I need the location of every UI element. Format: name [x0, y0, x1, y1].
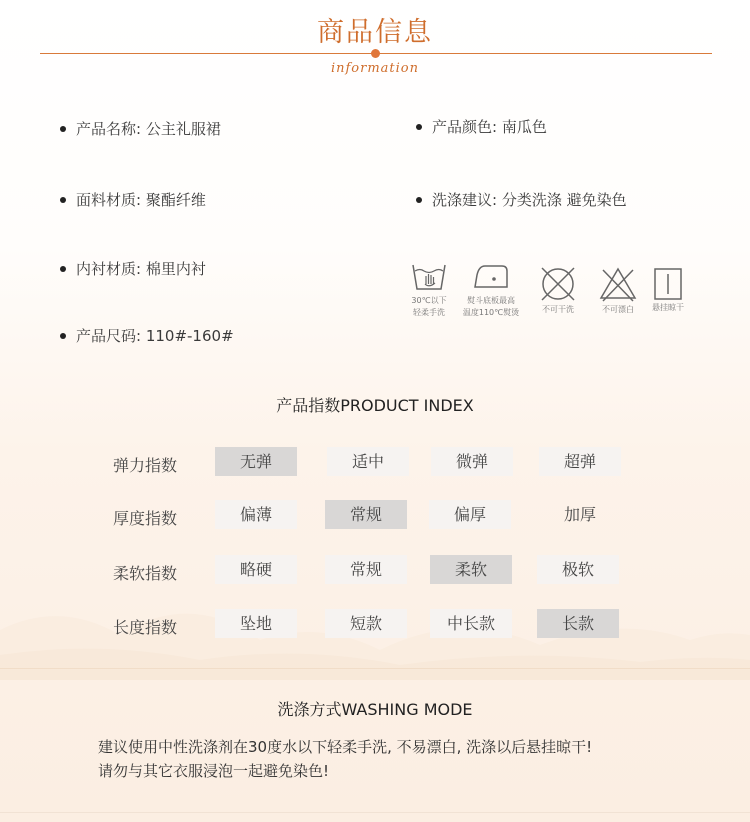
- info-wash-advice: [416, 189, 627, 210]
- index-option: 无弹: [215, 447, 297, 476]
- index-option: 常规: [325, 500, 407, 529]
- index-row-label: 弹力指数: [113, 456, 178, 475]
- care-label-1a: 30℃以下: [411, 296, 447, 305]
- washing-text-line-1: 建议使用中性洗涤剂在30度水以下轻柔手洗, 不易漂白, 洗涤以后悬挂晾干!: [98, 738, 593, 756]
- bullet: [416, 197, 422, 203]
- bullet: [60, 197, 66, 203]
- care-label-2a: 熨斗底板最高: [467, 296, 515, 305]
- index-title: 产品指数PRODUCT INDEX: [276, 396, 474, 415]
- index-option: 偏薄: [215, 500, 297, 529]
- index-option: 坠地: [215, 609, 297, 638]
- index-row-label: 长度指数: [113, 618, 178, 637]
- page-title: 商品信息: [317, 17, 433, 48]
- page-subtitle: information: [330, 61, 420, 76]
- washing-text-line-2: 请勿与其它衣服浸泡一起避免染色!: [98, 762, 330, 780]
- bullet: [416, 124, 422, 130]
- care-label-3: 不可干洗: [542, 305, 574, 314]
- index-option: 微弹: [431, 447, 513, 476]
- index-option: 极软: [537, 555, 619, 584]
- care-label-5: 悬挂晾干: [652, 303, 684, 312]
- index-option: 柔软: [430, 555, 512, 584]
- info-lining-text: 内衬材质: 棉里内衬: [76, 260, 206, 278]
- bottom-divider: [0, 812, 750, 813]
- care-iron: [455, 261, 527, 319]
- info-lining: [60, 258, 206, 279]
- index-option: 超弹: [539, 447, 621, 476]
- section-divider: [0, 668, 750, 669]
- index-row-label: 柔软指数: [113, 564, 178, 583]
- title-divider-dot: [371, 49, 380, 58]
- index-option: 适中: [327, 447, 409, 476]
- bullet: [60, 266, 66, 272]
- index-option: 长款: [537, 609, 619, 638]
- washing-title: 洗涤方式WASHING MODE: [277, 700, 473, 719]
- info-product-color: [416, 116, 547, 137]
- index-option: 加厚: [563, 505, 596, 524]
- bullet: [60, 126, 66, 132]
- info-product-name-text: 产品名称: 公主礼服裙: [76, 120, 221, 138]
- info-size: [60, 325, 234, 346]
- index-option: 常规: [325, 555, 407, 584]
- index-row-label: 厚度指数: [113, 509, 178, 528]
- info-size-text: 产品尺码: 110#-160#: [76, 327, 234, 345]
- care-hang-dry: [632, 266, 704, 314]
- index-option: 中长款: [430, 609, 512, 638]
- info-fabric: [60, 189, 206, 210]
- no-dry-clean-icon: [538, 264, 578, 304]
- care-label-1b: 轻柔手洗: [413, 308, 445, 317]
- iron-110-icon: [469, 261, 513, 295]
- info-product-color-text: 产品颜色: 南瓜色: [432, 118, 547, 136]
- index-option: 偏厚: [429, 500, 511, 529]
- index-option: 略硬: [215, 555, 297, 584]
- bullet: [60, 333, 66, 339]
- info-product-name: [60, 118, 221, 139]
- hand-wash-30-icon: [410, 261, 448, 295]
- care-label-2b: 温度110℃熨烫: [462, 308, 520, 317]
- info-fabric-text: 面料材质: 聚酯纤维: [76, 191, 206, 209]
- care-label-4: 不可漂白: [602, 305, 634, 314]
- hang-dry-icon: [651, 266, 685, 302]
- info-wash-advice-text: 洗涤建议: 分类洗涤 避免染色: [432, 191, 627, 209]
- index-option: 短款: [325, 609, 407, 638]
